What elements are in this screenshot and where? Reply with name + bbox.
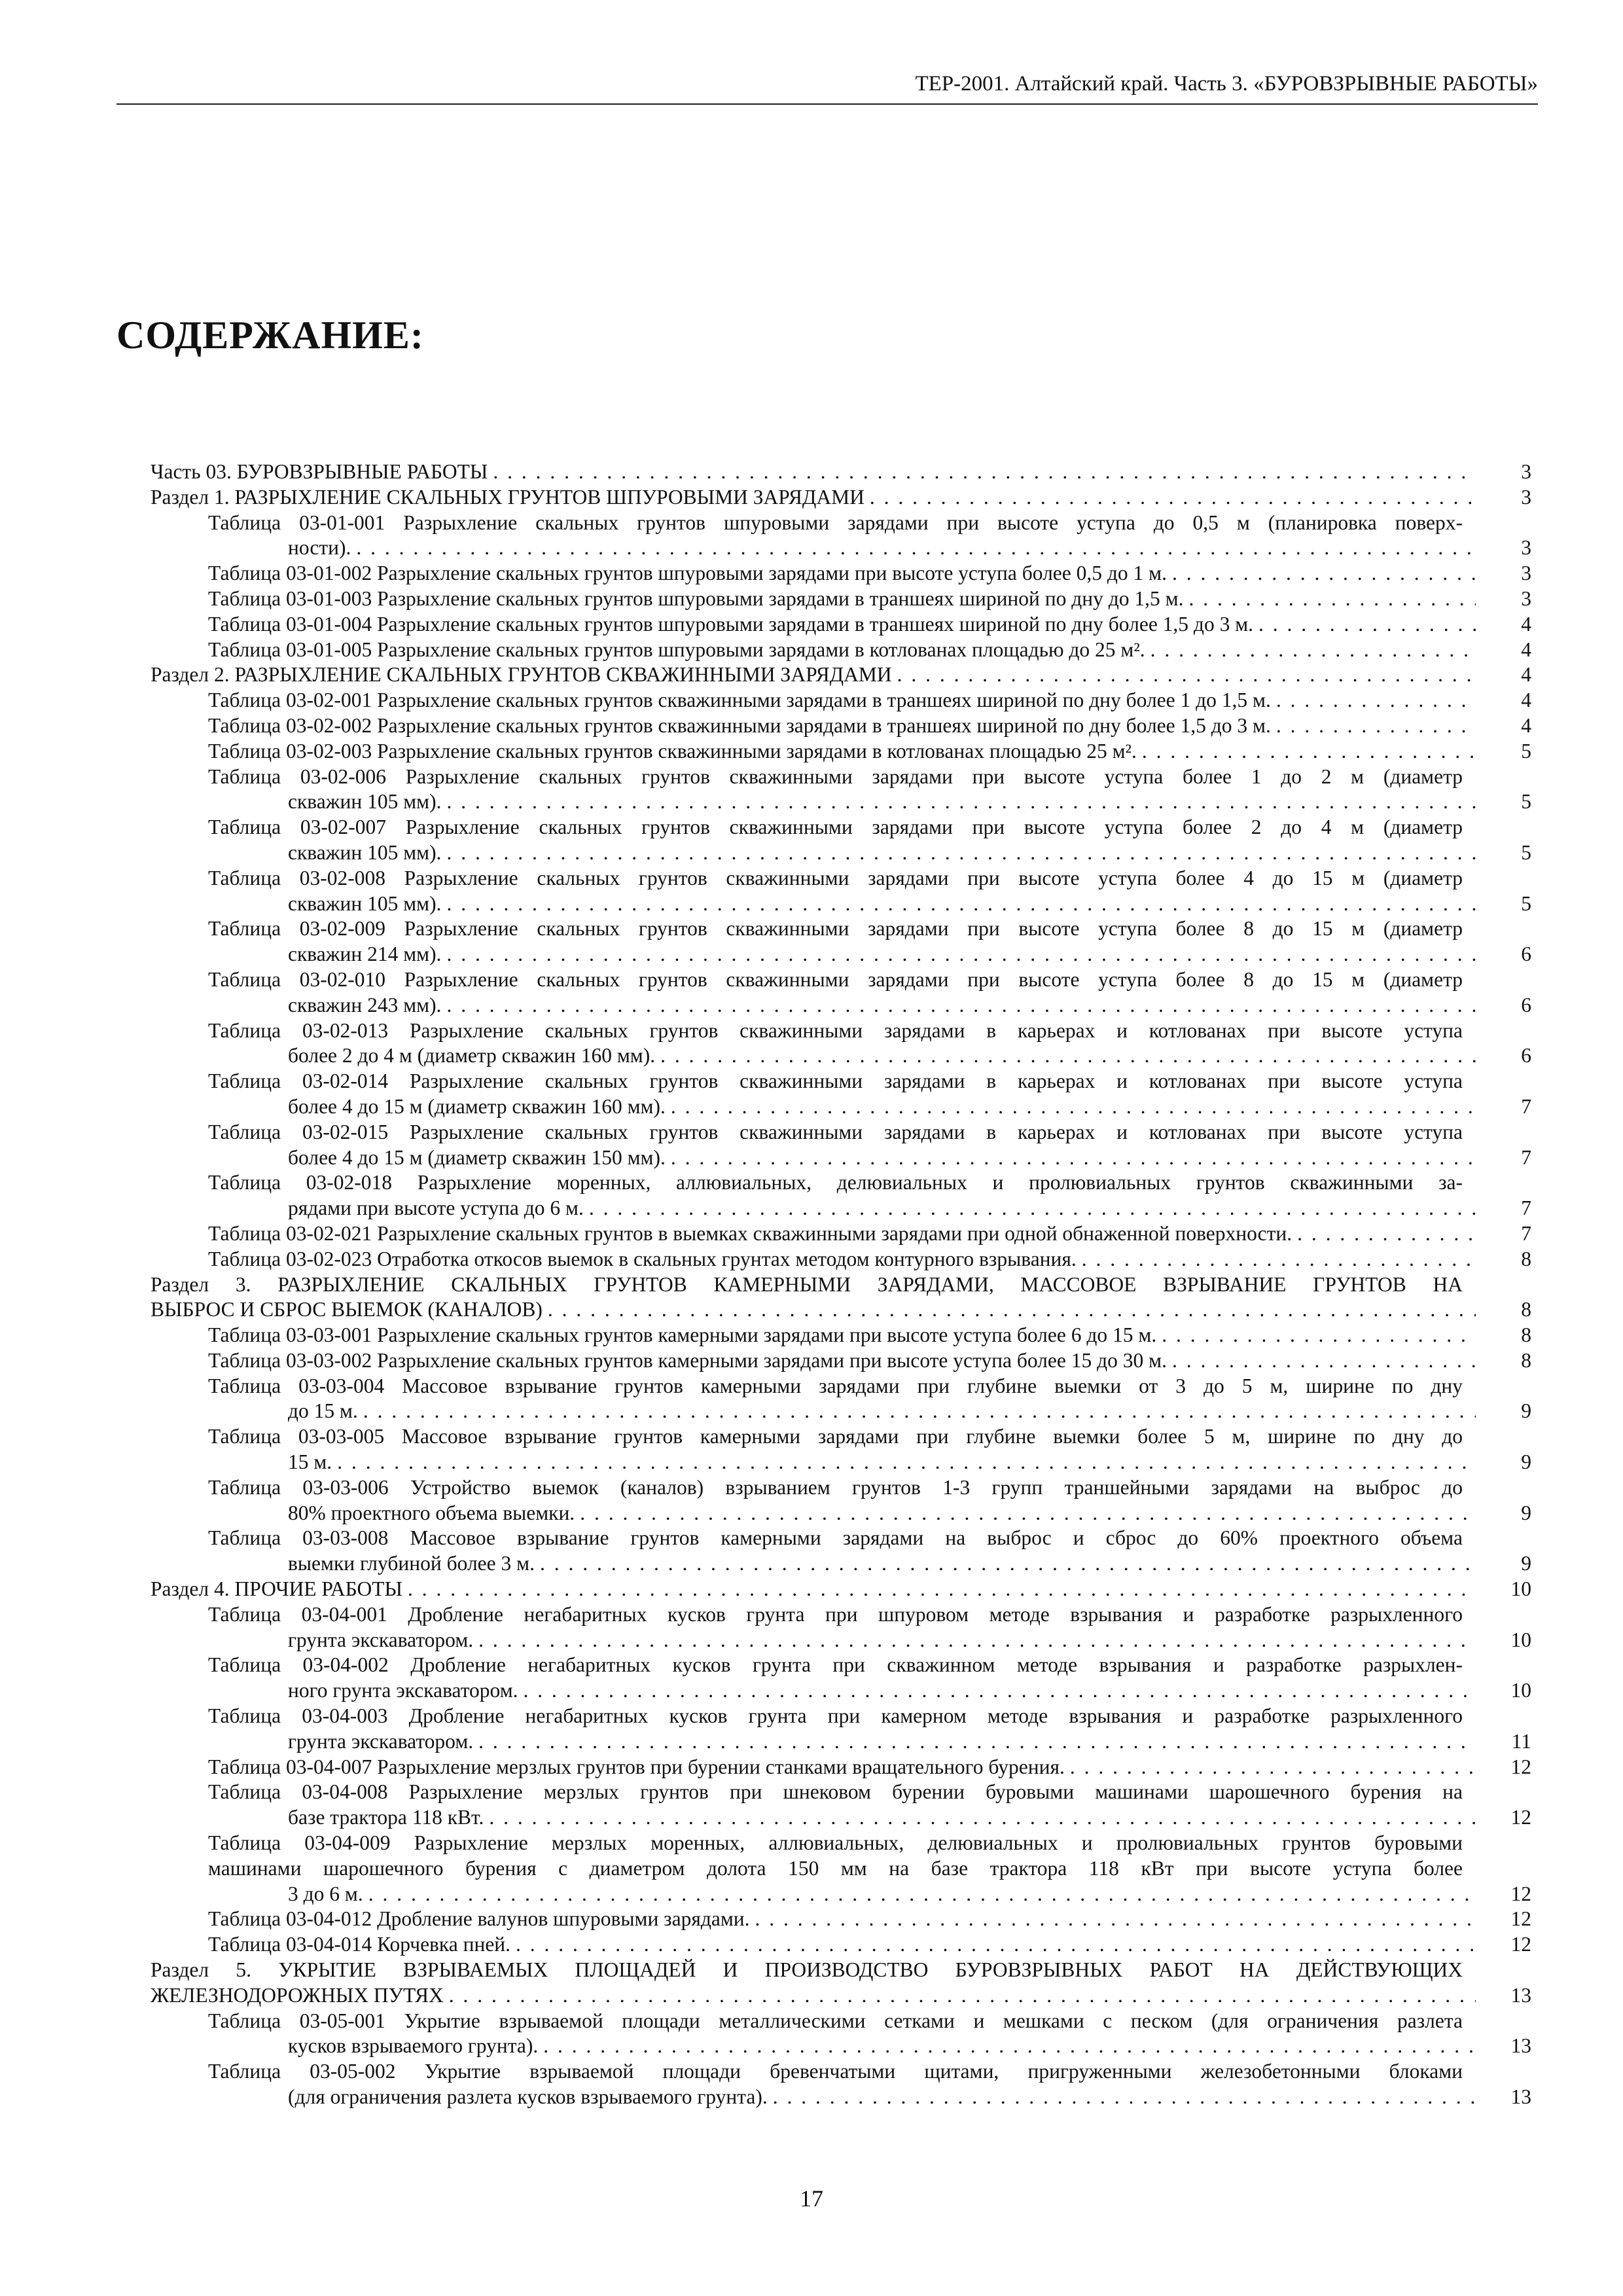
toc-entry-text: более 2 до 4 м (диаметр скважин 160 мм). <box>288 1044 656 1067</box>
toc-page-number: 9 <box>1521 1399 1531 1423</box>
toc-section-entry <box>151 1272 1531 1323</box>
dot-leader <box>1172 561 1476 586</box>
toc-entry-text: Таблица 03-05-001 Укрытие взрываемой площади металлическими сетками и мешками с песком (для ограничения разлета <box>208 2009 1463 2032</box>
dot-leader <box>755 1907 1476 1932</box>
toc-page-number: 6 <box>1521 942 1531 966</box>
dot-leader <box>356 535 1476 561</box>
toc-page-number: 4 <box>1521 637 1531 661</box>
toc-entry-text: скважин 243 мм). <box>288 993 442 1016</box>
dot-leader <box>1150 637 1476 663</box>
dot-leader <box>446 942 1476 967</box>
toc-entry-text: Таблица 03-02-018 Разрыхление моренных, аллювиальных, делювиальных и пролювиальных грунтов скважинными за- <box>208 1171 1463 1194</box>
toc-entry-text: Таблица 03-03-006 Устройство выемок (каналов) взрыванием грунтов 1-3 групп траншейными зарядами на выброс до <box>208 1475 1463 1499</box>
toc-page-number: 4 <box>1521 713 1531 737</box>
dot-leader <box>1142 739 1476 764</box>
toc-section-entry <box>151 1958 1531 2009</box>
toc-section-entry <box>151 1577 1531 1602</box>
toc-table-entry <box>151 1374 1531 1425</box>
toc-page-number: 12 <box>1510 1755 1531 1778</box>
toc-entry-text: ВЫБРОС И СБРОС ВЫЕМОК (КАНАЛОВ) <box>151 1298 543 1321</box>
toc-table-entry <box>151 713 1531 739</box>
toc-page-number: 4 <box>1521 689 1531 712</box>
toc-table-entry <box>151 866 1531 917</box>
toc-table-entry <box>151 1907 1531 1932</box>
toc-entry-text: Таблица 03-02-023 Отработка откосов выемок в скальных грунтах методом контурного взрывания. <box>208 1247 1077 1270</box>
toc-entry-text: более 4 до 15 м (диаметр скважин 150 мм). <box>288 1145 666 1169</box>
toc-page-number: 5 <box>1521 790 1531 814</box>
toc-page-number: 6 <box>1521 993 1531 1016</box>
toc-entry-text: Таблица 03-04-007 Разрыхление мерзлых грунтов при бурении станками вращательного бурения. <box>208 1755 1065 1778</box>
toc-table-entry <box>151 1069 1531 1120</box>
dot-leader <box>1276 713 1476 739</box>
toc-table-entry <box>151 1932 1531 1958</box>
dot-leader <box>516 1932 1476 1958</box>
toc-table-entry <box>151 1475 1531 1526</box>
dot-leader <box>408 1577 1476 1602</box>
dot-leader <box>446 840 1476 866</box>
toc-table-entry <box>151 1170 1531 1221</box>
toc-entry-text: Таблица 03-02-006 Разрыхление скальных грунтов скважинными зарядами при высоте уступа более 1 до 2 м (диаметр <box>208 764 1463 788</box>
toc-entry-text: 80% проектного объема выемки. <box>288 1501 575 1524</box>
toc-page-number: 12 <box>1510 1907 1531 1931</box>
toc-table-entry <box>151 2059 1531 2110</box>
toc-entry-text: скважин 105 мм). <box>288 790 442 814</box>
toc-table-entry <box>151 815 1531 866</box>
toc-page-number: 6 <box>1521 1044 1531 1067</box>
toc-entry-text: Таблица 03-04-001 Дробление негабаритных кусков грунта при шпуровом методе взрывания и разработке разрыхленного <box>208 1602 1463 1626</box>
toc-entry-text: Таблица 03-03-008 Массовое взрывание грунтов камерными зарядами на выброс и сброс до 60% проектного объема <box>208 1526 1463 1550</box>
toc-entry-text: машинами шарошечного бурения с диаметром долота 150 мм на базе трактора 118 кВт при высоте уступа более <box>208 1856 1463 1880</box>
toc-table-entry <box>151 586 1531 612</box>
toc-entry-text: Таблица 03-02-015 Разрыхление скальных грунтов скважинными зарядами в карьерах и котлованах при высоте уступа <box>208 1120 1463 1143</box>
dot-leader <box>580 1501 1476 1526</box>
toc-page-number: 5 <box>1521 739 1531 762</box>
toc-entry-text: Раздел 2. РАЗРЫХЛЕНИЕ СКАЛЬНЫХ ГРУНТОВ СКВАЖИННЫМИ ЗАРЯДАМИ <box>151 663 892 687</box>
toc-page-number: 13 <box>1510 2034 1531 2058</box>
dot-leader <box>449 1983 1476 2009</box>
toc-page-number: 10 <box>1510 1628 1531 1651</box>
toc-entry-text: Таблица 03-02-013 Разрыхление скальных грунтов скважинными зарядами в карьерах и котлованах при высоте уступа <box>208 1018 1463 1042</box>
toc-page-number: 11 <box>1511 1729 1531 1753</box>
toc-table-entry <box>151 637 1531 663</box>
toc-entry-text: ности). <box>288 536 351 560</box>
toc-table-entry <box>151 1831 1531 1907</box>
toc-entry-text: Таблица 03-02-008 Разрыхление скальных грунтов скважинными зарядами при высоте уступа более 4 до 15 м (диаметр <box>208 866 1463 889</box>
dot-leader <box>1258 612 1476 637</box>
toc-entry-text: Таблица 03-01-005 Разрыхление скальных грунтов шпуровыми зарядами в котлованах площадью до 25 м². <box>208 637 1145 661</box>
toc-table-entry <box>151 2009 1531 2060</box>
toc-entry-text: Раздел 5. УКРЫТИЕ ВЗРЫВАЕМЫХ ПЛОЩАДЕЙ И ПРОИЗВОДСТВО БУРОВЗРЫВНЫХ РАБОТ НА ДЕЙСТВУЮЩИХ <box>151 1958 1463 1982</box>
toc-entry-text: Таблица 03-03-001 Разрыхление скальных грунтов камерными зарядами при высоте уступа более 6 до 15 м. <box>208 1323 1157 1347</box>
toc-page-number: 7 <box>1521 1221 1531 1245</box>
toc-page-number: 7 <box>1521 1094 1531 1118</box>
toc-entry-text: Таблица 03-03-002 Разрыхление скальных грунтов камерными зарядами при высоте уступа более 15 до 30 м. <box>208 1348 1167 1372</box>
toc-entry-text: Таблица 03-02-007 Разрыхление скальных грунтов скважинными зарядами при высоте уступа более 2 до 4 м (диаметр <box>208 816 1463 839</box>
toc-entry-text: Таблица 03-01-003 Разрыхление скальных грунтов шпуровыми зарядами в траншеях шириной по дну до 1,5 м. <box>208 586 1184 610</box>
toc-entry-text: (для ограничения разлета кусков взрываемого грунта). <box>288 2085 768 2108</box>
toc-page-number: 8 <box>1521 1348 1531 1372</box>
toc-table-entry <box>151 1323 1531 1348</box>
toc-page-number: 8 <box>1521 1298 1531 1321</box>
toc-page-number: 4 <box>1521 612 1531 636</box>
toc-entry-text: Таблица 03-02-003 Разрыхление скальных грунтов скважинными зарядами в котлованах площадью 25 м². <box>208 739 1137 762</box>
dot-leader <box>446 789 1476 815</box>
dot-leader <box>540 1551 1476 1577</box>
toc-entry-text: скважин 214 мм). <box>288 942 442 966</box>
toc-entry-text: 15 м. <box>288 1450 332 1474</box>
header-rule <box>116 103 1538 105</box>
toc-table-entry <box>151 1120 1531 1171</box>
dot-leader <box>1082 1247 1476 1272</box>
page-number: 17 <box>800 2185 823 2212</box>
toc-page-number: 13 <box>1510 2085 1531 2108</box>
dot-leader <box>548 1297 1476 1323</box>
toc-page-number: 8 <box>1521 1247 1531 1270</box>
dot-leader <box>1188 586 1476 612</box>
toc-entry-text: Таблица 03-02-010 Разрыхление скальных грунтов скважинными зарядами при высоте уступа более 8 до 15 м (диаметр <box>208 967 1463 991</box>
toc-entry-text: ЖЕЛЕЗНОДОРОЖНЫХ ПУТЯХ <box>151 1983 444 2007</box>
toc-entry-text: Таблица 03-02-009 Разрыхление скальных грунтов скважинными зарядами при высоте уступа более 8 до 15 м (диаметр <box>208 917 1463 941</box>
toc-page-number: 3 <box>1521 536 1531 560</box>
toc-entry-text: Таблица 03-01-002 Разрыхление скальных грунтов шпуровыми зарядами при высоте уступа более 0,5 до 1 м. <box>208 562 1167 585</box>
toc-page-number: 3 <box>1521 586 1531 610</box>
toc-page-number: 13 <box>1510 1983 1531 2007</box>
dot-leader <box>1162 1323 1476 1348</box>
toc-page-number: 4 <box>1521 663 1531 687</box>
toc-entry-text: выемки глубиной более 3 м. <box>288 1552 535 1575</box>
toc-entry-text: Раздел 1. РАЗРЫХЛЕНИЕ СКАЛЬНЫХ ГРУНТОВ ШПУРОВЫМИ ЗАРЯДАМИ <box>151 485 865 509</box>
toc-page-number: 3 <box>1521 562 1531 585</box>
toc-entry-text: Таблица 03-03-005 Массовое взрывание грунтов камерными зарядами при глубине выемки более 5 м, ширине по дну до <box>208 1425 1463 1448</box>
toc-page-number: 3 <box>1521 460 1531 483</box>
toc-entry-text: Таблица 03-01-004 Разрыхление скальных грунтов шпуровыми зарядами в траншеях шириной по дну более 1,5 до 3 м. <box>208 612 1254 636</box>
toc-entry-text: более 4 до 15 м (диаметр скважин 160 мм). <box>288 1094 666 1118</box>
dot-leader <box>363 1399 1476 1424</box>
toc-entry-text: рядами при высоте уступа до 6 м. <box>288 1196 584 1220</box>
toc-entry-text: Таблица 03-04-009 Разрыхление мерзлых моренных, аллювиальных, делювиальных и пролювиальных грунтов буровыми <box>208 1831 1463 1855</box>
toc-table-entry <box>151 739 1531 764</box>
toc-entry-text: Таблица 03-02-002 Разрыхление скальных грунтов скважинными зарядами в траншеях шириной по дну более 1,5 до 3 м. <box>208 713 1271 737</box>
toc-entry-text: Раздел 4. ПРОЧИЕ РАБОТЫ <box>151 1577 402 1601</box>
toc-entry-text: Раздел 3. РАЗРЫХЛЕНИЕ СКАЛЬНЫХ ГРУНТОВ КАМЕРНЫМИ ЗАРЯДАМИ, МАССОВОЕ ВЗРЫВАНИЕ ГРУНТОВ НА <box>151 1272 1463 1296</box>
dot-leader <box>1070 1755 1476 1780</box>
dot-leader <box>489 1805 1476 1831</box>
dot-leader <box>478 1729 1476 1755</box>
toc-entry-text: Таблица 03-01-001 Разрыхление скальных грунтов шпуровыми зарядами при высоте уступа до 0,5 м (планировка поверх- <box>208 511 1463 534</box>
toc-entry-text: Таблица 03-02-021 Разрыхление скальных грунтов в выемках скважинными зарядами при одной обнаженной поверхности. <box>208 1221 1293 1245</box>
dot-leader <box>478 1628 1476 1653</box>
toc-table-entry <box>151 1247 1531 1272</box>
toc-page-number: 12 <box>1510 1806 1531 1829</box>
toc-table-entry <box>151 1602 1531 1653</box>
toc-page-number: 8 <box>1521 1323 1531 1347</box>
toc-table-entry <box>151 967 1531 1018</box>
running-header: ТЕР-2001. Алтайский край. Часть 3. «БУРОВЗРЫВНЫЕ РАБОТЫ» <box>915 72 1538 96</box>
toc-entry-text: базе трактора 118 кВт. <box>288 1806 484 1829</box>
dot-leader <box>493 459 1476 485</box>
toc-entry-text: Таблица 03-04-003 Дробление негабаритных кусков грунта при камерном методе взрывания и разработке разрыхленного <box>208 1704 1463 1728</box>
toc-page-number: 9 <box>1521 1501 1531 1524</box>
toc-page-number: 5 <box>1521 840 1531 864</box>
toc-table-entry <box>151 764 1531 816</box>
dot-leader <box>660 1043 1476 1069</box>
dot-leader <box>446 891 1476 917</box>
dot-leader <box>870 485 1476 511</box>
toc-page-number: 10 <box>1510 1577 1531 1601</box>
dot-leader <box>524 1678 1476 1704</box>
dot-leader <box>543 2034 1476 2059</box>
toc-table-entry <box>151 511 1531 562</box>
toc-entry-text: Таблица 03-04-012 Дробление валунов шпуровыми зарядами. <box>208 1907 750 1931</box>
toc-page-number: 12 <box>1510 1882 1531 1905</box>
toc-entry-text: скважин 105 мм). <box>288 840 442 864</box>
toc-section-entry <box>151 459 1531 485</box>
toc-entry-text: до 15 м. <box>288 1399 358 1423</box>
toc-table-entry <box>151 1526 1531 1577</box>
dot-leader <box>897 662 1476 688</box>
toc-table-entry <box>151 688 1531 713</box>
toc-page-number: 3 <box>1521 485 1531 509</box>
dot-leader <box>1172 1348 1476 1374</box>
toc-page-number: 7 <box>1521 1196 1531 1220</box>
toc-section-entry <box>151 485 1531 511</box>
toc-entry-text: Таблица 03-04-014 Корчевка пней. <box>208 1933 511 1956</box>
toc-page-number: 7 <box>1521 1145 1531 1169</box>
toc-entry-text: грунта экскаватором. <box>288 1729 474 1753</box>
dot-leader <box>773 2085 1476 2110</box>
dot-leader <box>1276 688 1476 713</box>
toc-entry-text: Таблица 03-05-002 Укрытие взрываемой площади бревенчатыми щитами, пригруженными железобетонными блоками <box>208 2060 1463 2083</box>
dot-leader <box>368 1882 1476 1907</box>
toc-table-entry <box>151 1221 1531 1247</box>
toc-table-entry <box>151 1780 1531 1831</box>
table-of-contents <box>151 459 1531 2110</box>
toc-table-entry <box>151 612 1531 637</box>
toc-entry-text: скважин 105 мм). <box>288 891 442 915</box>
toc-page-number: 9 <box>1521 1552 1531 1575</box>
dot-leader <box>671 1145 1476 1171</box>
toc-table-entry <box>151 1653 1531 1704</box>
toc-page-number: 9 <box>1521 1450 1531 1474</box>
dot-leader <box>446 993 1476 1018</box>
toc-entry-text: Таблица 03-03-004 Массовое взрывание грунтов камерными зарядами при глубине выемки от 3 до 5 м, ширине по дну <box>208 1374 1463 1397</box>
toc-entry-text: Таблица 03-02-001 Разрыхление скальных грунтов скважинными зарядами в траншеях шириной по дну более 1 до 1,5 м. <box>208 689 1271 712</box>
toc-table-entry <box>151 1424 1531 1475</box>
dot-leader <box>671 1094 1476 1120</box>
toc-entry-text: грунта экскаватором. <box>288 1628 474 1651</box>
toc-page-number: 10 <box>1510 1679 1531 1702</box>
dot-leader <box>1297 1221 1476 1247</box>
toc-entry-text: Таблица 03-04-002 Дробление негабаритных кусков грунта при скважинном методе взрывания и разработке разрыхлен- <box>208 1653 1463 1677</box>
toc-entry-text: Таблица 03-04-008 Разрыхление мерзлых грунтов при шнековом бурении буровыми машинами шарошечного бурения на <box>208 1780 1463 1804</box>
toc-entry-text: Таблица 03-02-014 Разрыхление скальных грунтов скважинными зарядами в карьерах и котлованах при высоте уступа <box>208 1069 1463 1093</box>
toc-page-number: 5 <box>1521 891 1531 915</box>
toc-table-entry <box>151 916 1531 967</box>
toc-table-entry <box>151 1755 1531 1780</box>
toc-entry-text: Часть 03. БУРОВЗРЫВНЫЕ РАБОТЫ <box>151 460 488 483</box>
toc-table-entry <box>151 561 1531 586</box>
toc-table-entry <box>151 1704 1531 1755</box>
toc-entry-text: ного грунта экскаватором. <box>288 1679 518 1702</box>
toc-section-entry <box>151 662 1531 688</box>
dot-leader <box>337 1450 1476 1475</box>
toc-entry-text: 3 до 6 м. <box>288 1882 363 1905</box>
page-title: СОДЕРЖАНИЕ: <box>116 314 424 357</box>
dot-leader <box>589 1196 1476 1221</box>
toc-entry-text: кусков взрываемого грунта). <box>288 2034 539 2058</box>
toc-page-number: 12 <box>1510 1933 1531 1956</box>
toc-table-entry <box>151 1018 1531 1069</box>
toc-table-entry <box>151 1348 1531 1374</box>
